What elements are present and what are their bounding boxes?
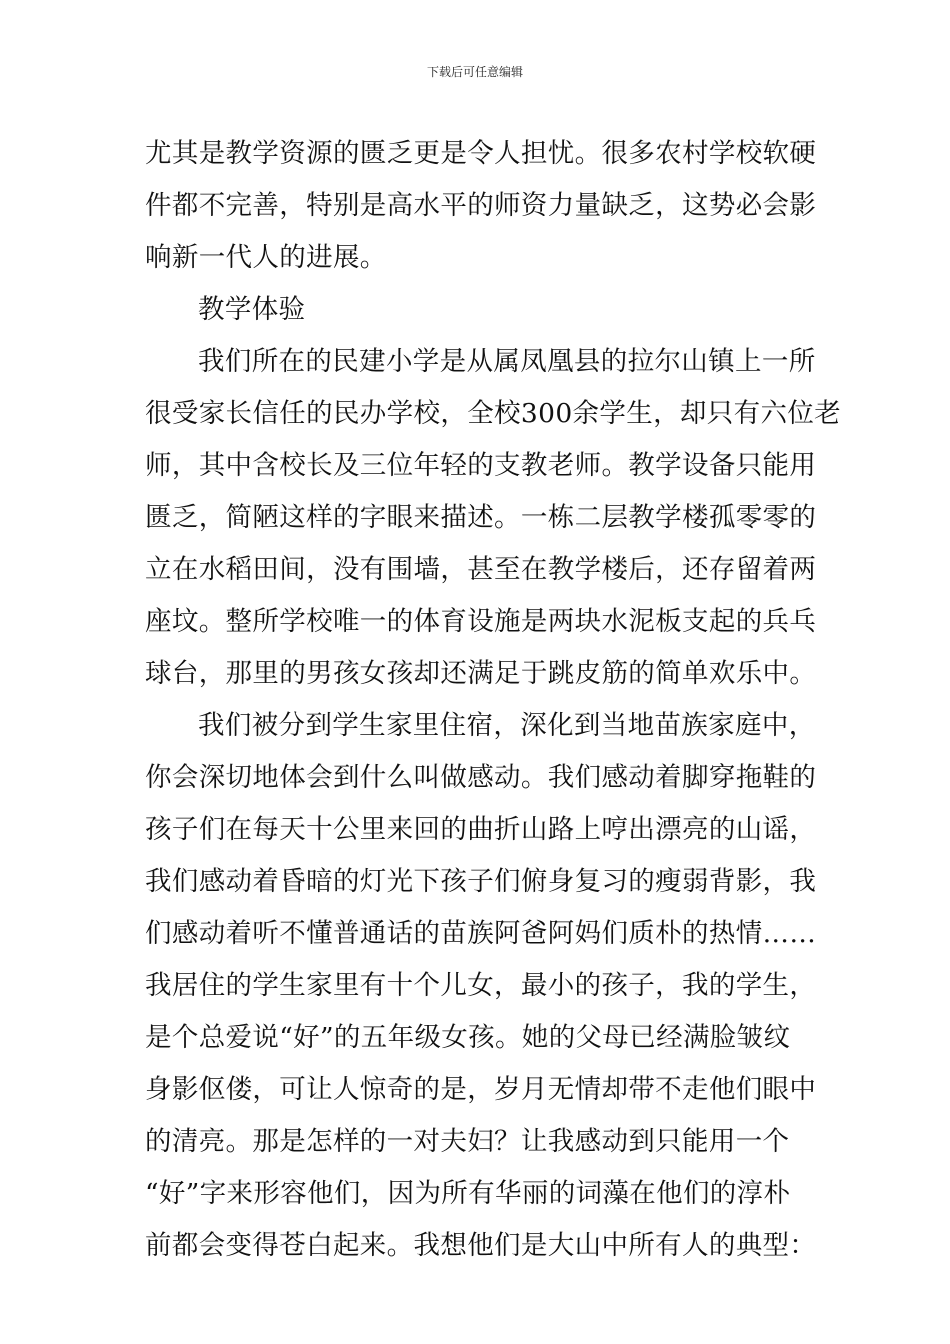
text-line: 座坟。整所学校唯一的体育设施是两块水泥板支起的兵乓 [145, 606, 817, 637]
text-line: 是个总爱说“好”的五年级女孩。她的父母已经满脸皱纹 [145, 1022, 791, 1053]
text-line: 很受家长信任的民办学校，全校300余学生，却只有六位老 [145, 398, 842, 429]
text-line: 我们感动着昏暗的灯光下孩子们俯身复习的瘦弱背影，我 [145, 866, 817, 897]
paragraph-start-line: 我们被分到学生家里住宿，深化到当地苗族家庭中， [198, 710, 816, 741]
text-line: 身影伛偻，可让人惊奇的是，岁月无情却带不走他们眼中 [145, 1074, 817, 1105]
text-line: 尤其是教学资源的匮乏更是令人担忧。很多农村学校软硬 [145, 138, 817, 169]
text-line: “好”字来形容他们，因为所有华丽的词藻在他们的淳朴 [145, 1178, 791, 1209]
text-line: 你会深切地体会到什么叫做感动。我们感动着脚穿拖鞋的 [145, 762, 817, 793]
paragraph-start-line: 教学体验 [198, 294, 306, 325]
text-line: 孩子们在每天十公里来回的曲折山路上哼出漂亮的山谣， [145, 814, 817, 845]
page-header: 下载后可任意编辑 [426, 65, 523, 79]
text-line: 立在水稻田间，没有围墙，甚至在教学楼后，还存留着两 [145, 554, 817, 585]
text-line: 的清亮。那是怎样的一对夫妇？让我感动到只能用一个 [145, 1126, 790, 1157]
text-line: 球台，那里的男孩女孩却还满足于跳皮筋的简单欢乐中。 [145, 658, 817, 689]
text-line: 前都会变得苍白起来。我想他们是大山中所有人的典型： [145, 1230, 817, 1261]
text-line: 匮乏，简陋这样的字眼来描述。一栋二层教学楼孤零零的 [145, 502, 817, 533]
document-body [145, 128, 842, 1272]
text-line: 件都不完善，特别是高水平的师资力量缺乏，这势必会影 [145, 190, 817, 221]
text-line: 师，其中含校长及三位年轻的支教老师。教学设备只能用 [145, 450, 817, 481]
paragraph-start-line: 我们所在的民建小学是从属凤凰县的拉尔山镇上一所 [198, 346, 816, 377]
text-line: 我居住的学生家里有十个儿女，最小的孩子，我的学生， [145, 970, 817, 1001]
text-line: 们感动着听不懂普通话的苗族阿爸阿妈们质朴的热情…… [145, 918, 817, 949]
text-line: 响新一代人的进展。 [145, 242, 387, 273]
